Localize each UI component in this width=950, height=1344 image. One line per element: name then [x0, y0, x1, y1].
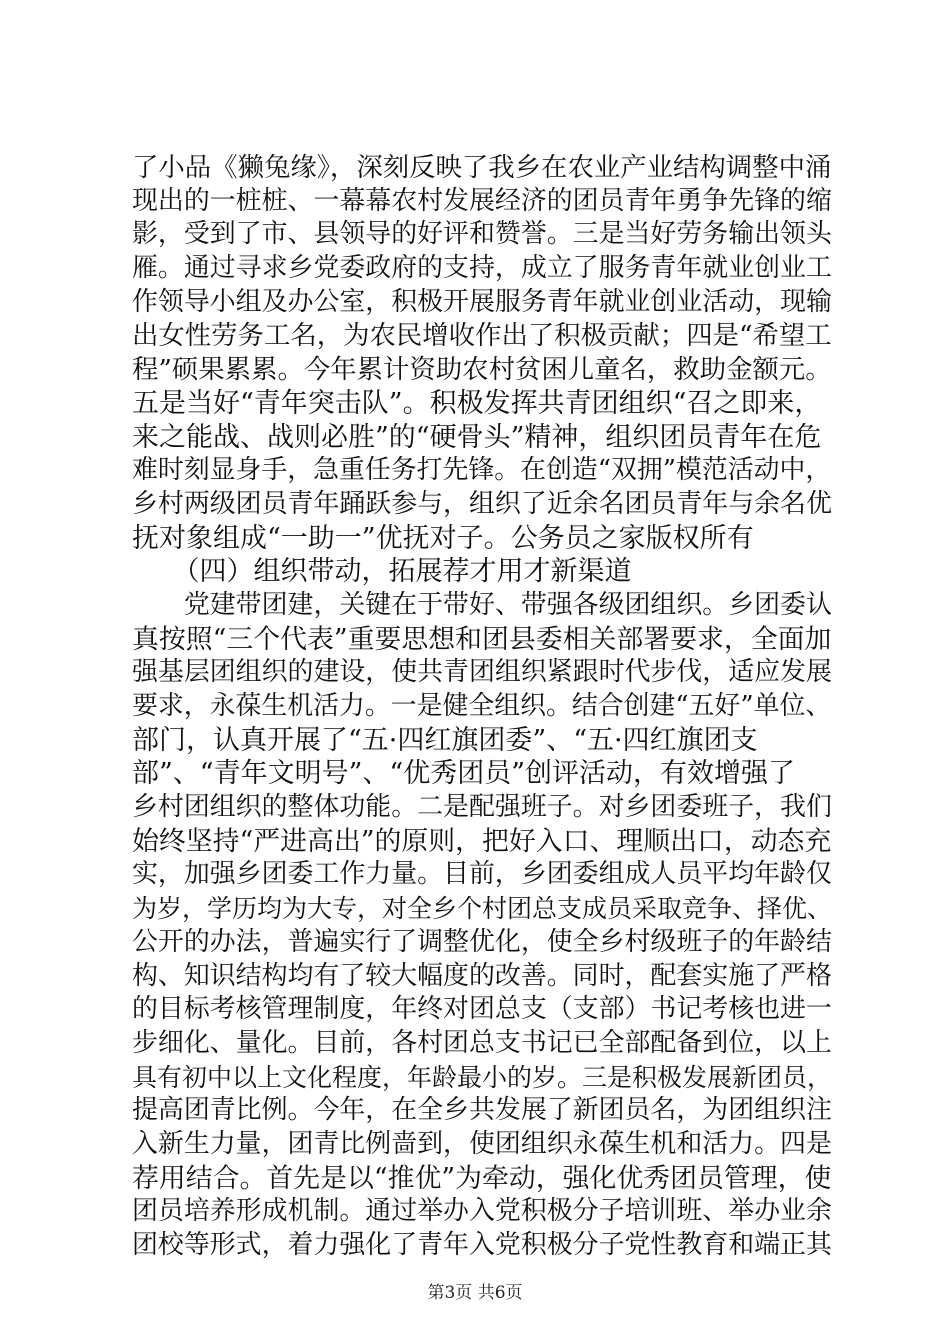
page-footer: 第3页 共6页 — [427, 1283, 523, 1303]
text-line: 要求，永葆生机活力。一是健全组织。结合创建“五好”单位、 — [132, 691, 832, 721]
text-line: 团员培养形成机制。通过举办入党积极分子培训班、举办业余 — [132, 1196, 832, 1227]
text-line: 的目标考核管理制度，年终对团总支（支部）书记考核也进一 — [132, 994, 832, 1025]
text-line: 构、知识结构均有了较大幅度的改善。同时，配套实施了严格 — [132, 960, 832, 991]
text-line: 影，受到了市、县领导的好评和赞誉。三是当好劳务输出领头 — [132, 219, 832, 250]
text-line: 抚对象组成“一助一”优抚对子。公务员之家版权所有 — [132, 522, 754, 554]
text-line: 为岁，学历均为大专，对全乡个村团总支成员采取竞争、择优、 — [132, 894, 832, 924]
text-line: 荐用结合。首先是以“推优”为牵动，强化优秀团员管理，使 — [132, 1162, 832, 1194]
text-line: 入新生力量，团青比例啬到，使团组织永葆生机和活力。四是 — [132, 1128, 832, 1159]
text-line: 程”硕果累累。今年累计资助农村贫困儿童名，救助金额元。 — [132, 354, 832, 386]
text-line: 强基层团组织的建设，使共青团组织紧跟时代步伐，适应发展 — [132, 657, 832, 688]
text-line: 始终坚持“严进高出”的原则，把好入口、理顺出口，动态充 — [132, 825, 832, 857]
text-line: 难时刻显身手，急重任务打先锋。在创造“双拥”模范活动中， — [132, 455, 832, 486]
text-line: 真按照“三个代表”重要思想和团县委相关部署要求，全面加 — [132, 623, 832, 655]
text-line: 来之能战、战则必胜”的“硬骨头”精神，组织团员青年在危 — [132, 421, 822, 453]
text-line: 具有初中以上文化程度，年龄最小的岁。三是积极发展新团员， — [132, 1062, 832, 1092]
text-line: （四）组织带动，拓展荐才用才新渠道 — [132, 556, 632, 588]
text-line: 部”、“青年文明号”、“优秀团员”创评活动，有效增强了 — [132, 758, 796, 790]
text-line: 乡村两级团员青年踊跃参与，组织了近余名团员青年与余名优 — [132, 488, 832, 519]
text-line: 雁。通过寻求乡党委政府的支持，成立了服务青年就业创业工 — [132, 253, 832, 284]
text-line: 提高团青比例。今年，在全乡共发展了新团员名，为团组织注 — [132, 1095, 832, 1126]
text-line: 乡村团组织的整体功能。二是配强班子。对乡团委班子，我们 — [132, 792, 832, 823]
text-line: 了小品《獭兔缘》，深刻反映了我乡在农业产业结构调整中涌 — [132, 152, 832, 183]
body-text — [132, 151, 832, 1263]
text-line: 公开的办法，普遍实行了调整优化，使全乡村级班子的年龄结 — [132, 926, 832, 957]
text-line: 部门，认真开展了“五·四红旗团委”、“五·四红旗团支 — [132, 724, 758, 756]
text-line: 五是当好“青年突击队”。积极发挥共青团组织“召之即来， — [132, 387, 822, 419]
text-line: 实，加强乡团委工作力量。目前，乡团委组成人员平均年龄仅 — [132, 859, 832, 890]
text-line: 党建带团建，关键在于带好、带强各级团组织。乡团委认 — [132, 589, 832, 620]
text-line: 步细化、量化。目前，各村团总支书记已全部配备到位，以上 — [132, 1027, 832, 1058]
text-line: 现出的一桩桩、一幕幕农村发展经济的团员青年勇争先锋的缩 — [132, 185, 832, 216]
text-line: 作领导小组及办公室，积极开展服务青年就业创业活动，现输 — [132, 286, 832, 317]
text-line: 团校等形式，着力强化了青年入党积极分子党性教育和端正其 — [132, 1230, 832, 1260]
text-line: 出女性劳务工名，为农民增收作出了积极贡献；四是“希望工 — [132, 320, 832, 352]
